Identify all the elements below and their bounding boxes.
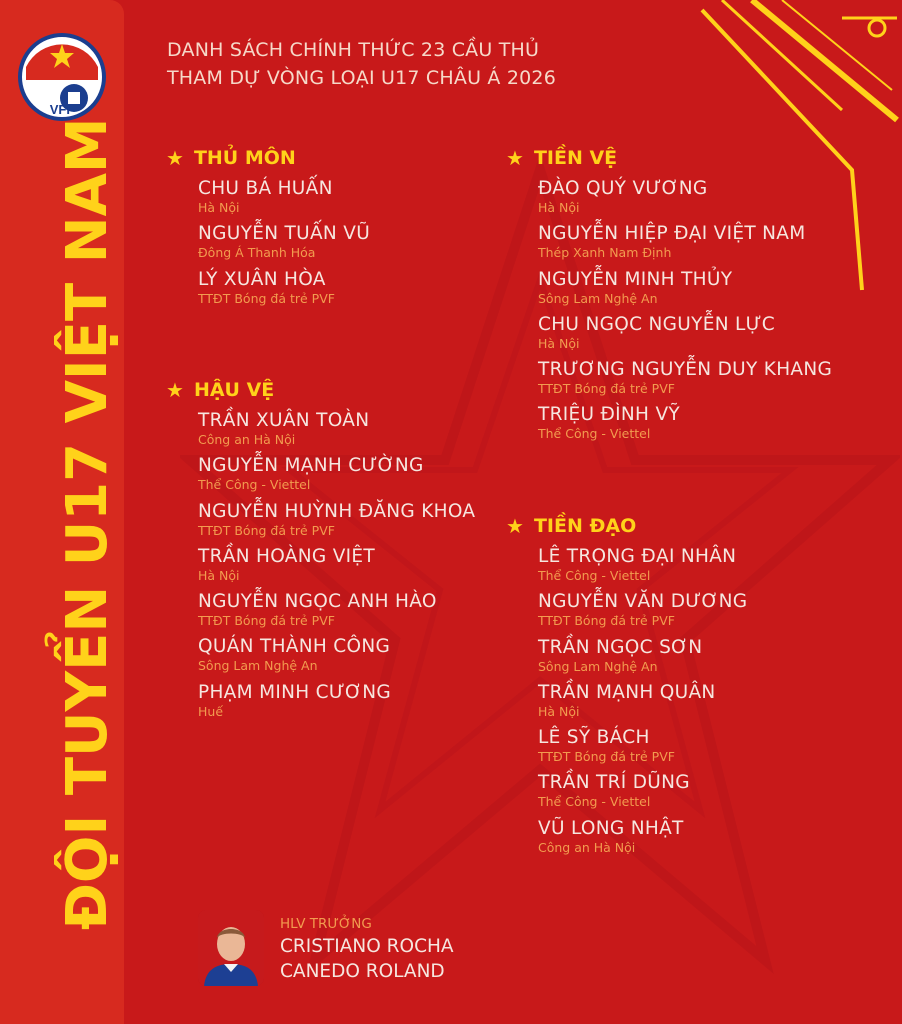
svg-text:VFF: VFF — [49, 102, 75, 117]
player-name: TRẦN NGỌC SƠN — [538, 636, 703, 658]
player-name: TRẦN MẠNH QUÂN — [538, 681, 716, 703]
heading-line-2: THAM DỰ VÒNG LOẠI U17 CHÂU Á 2026 — [167, 67, 557, 89]
player-club: Hà Nội — [538, 200, 580, 215]
player-club: Hà Nội — [538, 703, 580, 719]
coach-photo — [198, 910, 264, 986]
player-club: Thể Công - Viettel — [538, 794, 651, 810]
player-name: NGUYỄN MINH THỦY — [538, 268, 733, 290]
player-club: Đông Á Thanh Hóa — [198, 245, 316, 261]
player-name: PHẠM MINH CƯƠNG — [198, 681, 391, 703]
player-item — [538, 727, 747, 772]
player-item — [198, 410, 475, 455]
page-heading — [167, 36, 556, 92]
player-name: CHU BÁ HUẤN — [198, 178, 333, 199]
player-item — [538, 404, 832, 449]
player-name: TRẦN HOÀNG VIỆT — [198, 545, 375, 567]
section-title — [166, 378, 475, 402]
player-item — [198, 546, 475, 591]
player-club: TTĐT Bóng đá trẻ PVF — [198, 522, 335, 538]
team-title: ĐỘI TUYỂN U17 VIỆT NAM — [55, 117, 120, 930]
player-name: LÝ XUÂN HÒA — [198, 268, 326, 290]
player-item — [538, 178, 832, 223]
coach-role: HLV TRƯỞNG — [280, 916, 372, 932]
section-title-label: HẬU VỆ — [193, 379, 275, 401]
player-club: TTĐT Bóng đá trẻ PVF — [538, 381, 675, 397]
player-club: TTĐT Bóng đá trẻ PVF — [538, 749, 675, 765]
player-club: TTĐT Bóng đá trẻ PVF — [198, 290, 335, 306]
player-club: Hà Nội — [198, 200, 240, 215]
player-item — [198, 455, 475, 500]
player-club: Hà Nội — [198, 567, 240, 583]
player-name: NGUYỄN NGỌC ANH HÀO — [198, 591, 437, 613]
player-item — [538, 818, 747, 863]
heading-line-1: DANH SÁCH CHÍNH THỨC 23 CẦU THỦ — [167, 39, 540, 61]
player-club: Thể Công - Viettel — [538, 426, 651, 442]
player-club: TTĐT Bóng đá trẻ PVF — [198, 613, 335, 629]
player-club: Công an Hà Nội — [538, 839, 636, 855]
player-item — [538, 772, 747, 817]
section-title-label: TIỀN VỆ — [533, 147, 618, 169]
vff-logo-icon — [18, 32, 106, 122]
player-item — [198, 636, 475, 681]
player-name: TRƯƠNG NGUYỄN DUY KHANG — [538, 359, 833, 381]
player-club: Huế — [198, 703, 224, 719]
player-name: NGUYỄN HUỲNH ĐĂNG KHOA — [198, 500, 476, 522]
player-name: TRIỆU ĐÌNH VỸ — [538, 404, 680, 426]
coach-name-line-1: CRISTIANO ROCHA — [280, 936, 454, 957]
player-name: NGUYỄN HIỆP ĐẠI VIỆT NAM — [538, 223, 806, 245]
star-icon: ★ — [166, 146, 184, 170]
section-defenders — [166, 378, 476, 727]
player-club: Sông Lam Nghệ An — [538, 290, 658, 306]
player-name: LÊ SỸ BÁCH — [538, 727, 650, 749]
section-midfielders — [506, 146, 833, 450]
coach-info — [280, 914, 454, 984]
player-item — [198, 501, 475, 546]
player-item — [198, 178, 370, 223]
player-club: Thể Công - Viettel — [538, 568, 651, 583]
section-goalkeepers — [166, 146, 371, 314]
player-name: ĐÀO QUÝ VƯƠNG — [538, 178, 708, 199]
player-club: Công an Hà Nội — [198, 432, 296, 447]
player-name: CHU NGỌC NGUYỄN LỰC — [538, 313, 776, 335]
player-item — [538, 223, 832, 268]
player-item — [538, 359, 832, 404]
player-item — [198, 269, 370, 314]
section-title — [506, 146, 832, 170]
section-title-label: TIỀN ĐẠO — [533, 515, 637, 537]
player-club: Thép Xanh Nam Định — [538, 245, 672, 261]
player-item — [538, 591, 747, 636]
section-title-label: THỦ MÔN — [193, 147, 296, 169]
player-item — [538, 682, 747, 727]
player-item — [198, 591, 475, 636]
player-club: Sông Lam Nghệ An — [198, 658, 318, 674]
player-club: Hà Nội — [538, 335, 580, 351]
player-club: TTĐT Bóng đá trẻ PVF — [538, 613, 675, 629]
section-forwards — [506, 514, 748, 863]
player-name: LÊ TRỌNG ĐẠI NHÂN — [538, 546, 737, 567]
player-name: TRẦN XUÂN TOÀN — [198, 410, 370, 431]
player-name: NGUYỄN MẠNH CƯỜNG — [198, 455, 424, 477]
section-title — [506, 514, 747, 538]
player-name: TRẦN TRÍ DŨNG — [538, 772, 690, 794]
player-name: QUÁN THÀNH CÔNG — [198, 636, 391, 658]
player-name: NGUYỄN TUẤN VŨ — [198, 223, 371, 245]
player-club: Sông Lam Nghệ An — [538, 658, 658, 674]
player-name: NGUYỄN VĂN DƯƠNG — [538, 591, 748, 613]
player-item — [198, 682, 475, 727]
player-item — [538, 637, 747, 682]
coach-avatar-icon — [198, 910, 264, 986]
player-item — [538, 314, 832, 359]
section-title — [166, 146, 370, 170]
player-name: VŨ LONG NHẬT — [538, 817, 684, 839]
star-icon: ★ — [506, 146, 524, 170]
player-club: Thể Công - Viettel — [198, 477, 311, 493]
player-item — [538, 269, 832, 314]
star-icon: ★ — [506, 514, 524, 538]
coach-name-line-2: CANEDO ROLAND — [280, 961, 445, 982]
player-item — [198, 223, 370, 268]
player-item — [538, 546, 747, 591]
star-icon: ★ — [166, 378, 184, 402]
